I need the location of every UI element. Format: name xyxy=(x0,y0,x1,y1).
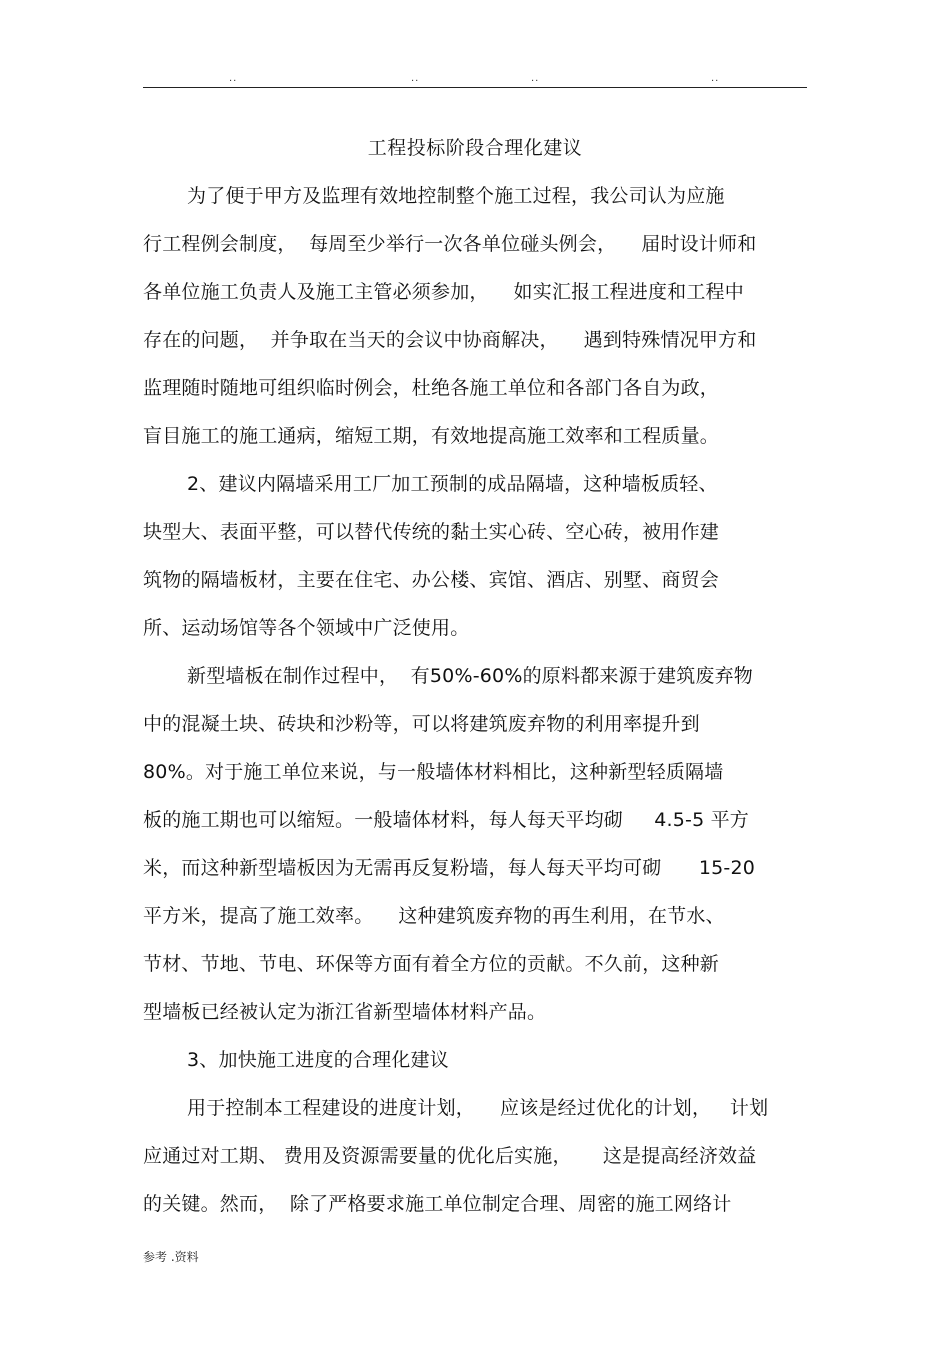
footer-note: 参考 .资料 xyxy=(143,1250,199,1264)
text-line: 应通过对工期、 费用及资源需要量的优化后实施， 这是提高经济效益 xyxy=(143,1145,757,1167)
text-line: 块型大、表面平整，可以替代传统的黏土实心砖、空心砖，被用作建 xyxy=(143,521,720,543)
text-line: 筑物的隔墙板材，主要在住宅、办公楼、宾馆、酒店、别墅、商贸会 xyxy=(143,569,720,591)
text-line: 存在的问题， 并争取在当天的会议中协商解决， 遇到特殊情况甲方和 xyxy=(143,329,757,351)
text-line: 80%。对于施工单位来说，与一般墙体材料相比，这种新型轻质隔墙 xyxy=(143,761,724,783)
text-line: 平方米，提高了施工效率。 这种建筑废弃物的再生利用，在节水、 xyxy=(143,905,725,927)
header-mark: .. xyxy=(229,73,238,84)
text-line: 中的混凝土块、砖块和沙粉等，可以将建筑废弃物的利用率提升到 xyxy=(143,713,700,735)
section-heading: 3、加快施工进度的合理化建议 xyxy=(187,1049,449,1071)
text-line: 板的施工期也可以缩短。一般墙体材料，每人每天平均砌 4.5-5 平方 xyxy=(143,809,749,831)
header-mark: .. xyxy=(711,73,720,84)
text-line: 所、运动场馆等各个领域中广泛使用。 xyxy=(143,617,470,639)
text-line: 行工程例会制度， 每周至少举行一次各单位碰头例会， 届时设计师和 xyxy=(143,233,757,255)
text-line: 为了便于甲方及监理有效地控制整个施工过程，我公司认为应施 xyxy=(187,185,725,207)
text-line: 各单位施工负责人及施工主管必须参加， 如实汇报工程进度和工程中 xyxy=(143,281,744,303)
text-line: 新型墙板在制作过程中， 有50%-60%的原料都来源于建筑废弃物 xyxy=(187,665,753,687)
page-title: 工程投标阶段合理化建议 xyxy=(367,137,583,159)
text-line: 2、建议内隔墙采用工厂加工预制的成品隔墙，这种墙板质轻、 xyxy=(187,473,718,495)
text-line: 用于控制本工程建设的进度计划， 应该是经过优化的计划， 计划 xyxy=(187,1097,769,1119)
text-line: 型墙板已经被认定为浙江省新型墙体材料产品。 xyxy=(143,1001,547,1023)
text-line: 米，而这种新型墙板因为无需再反复粉墙，每人每天平均可砌 15-20 xyxy=(143,857,756,879)
header-marks xyxy=(0,74,950,86)
text-line: 监理随时随地可组织临时例会，杜绝各施工单位和各部门各自为政， xyxy=(143,377,720,399)
text-line: 的关键。然而， 除了严格要求施工单位制定合理、周密的施工网络计 xyxy=(143,1193,732,1215)
header-rule xyxy=(143,87,807,88)
header-mark: .. xyxy=(531,73,540,84)
header-mark: .. xyxy=(411,73,420,84)
text-line: 盲目施工的施工通病，缩短工期，有效地提高施工效率和工程质量。 xyxy=(143,425,720,447)
text-line: 节材、节地、节电、环保等方面有着全方位的贡献。不久前，这种新 xyxy=(143,953,720,975)
